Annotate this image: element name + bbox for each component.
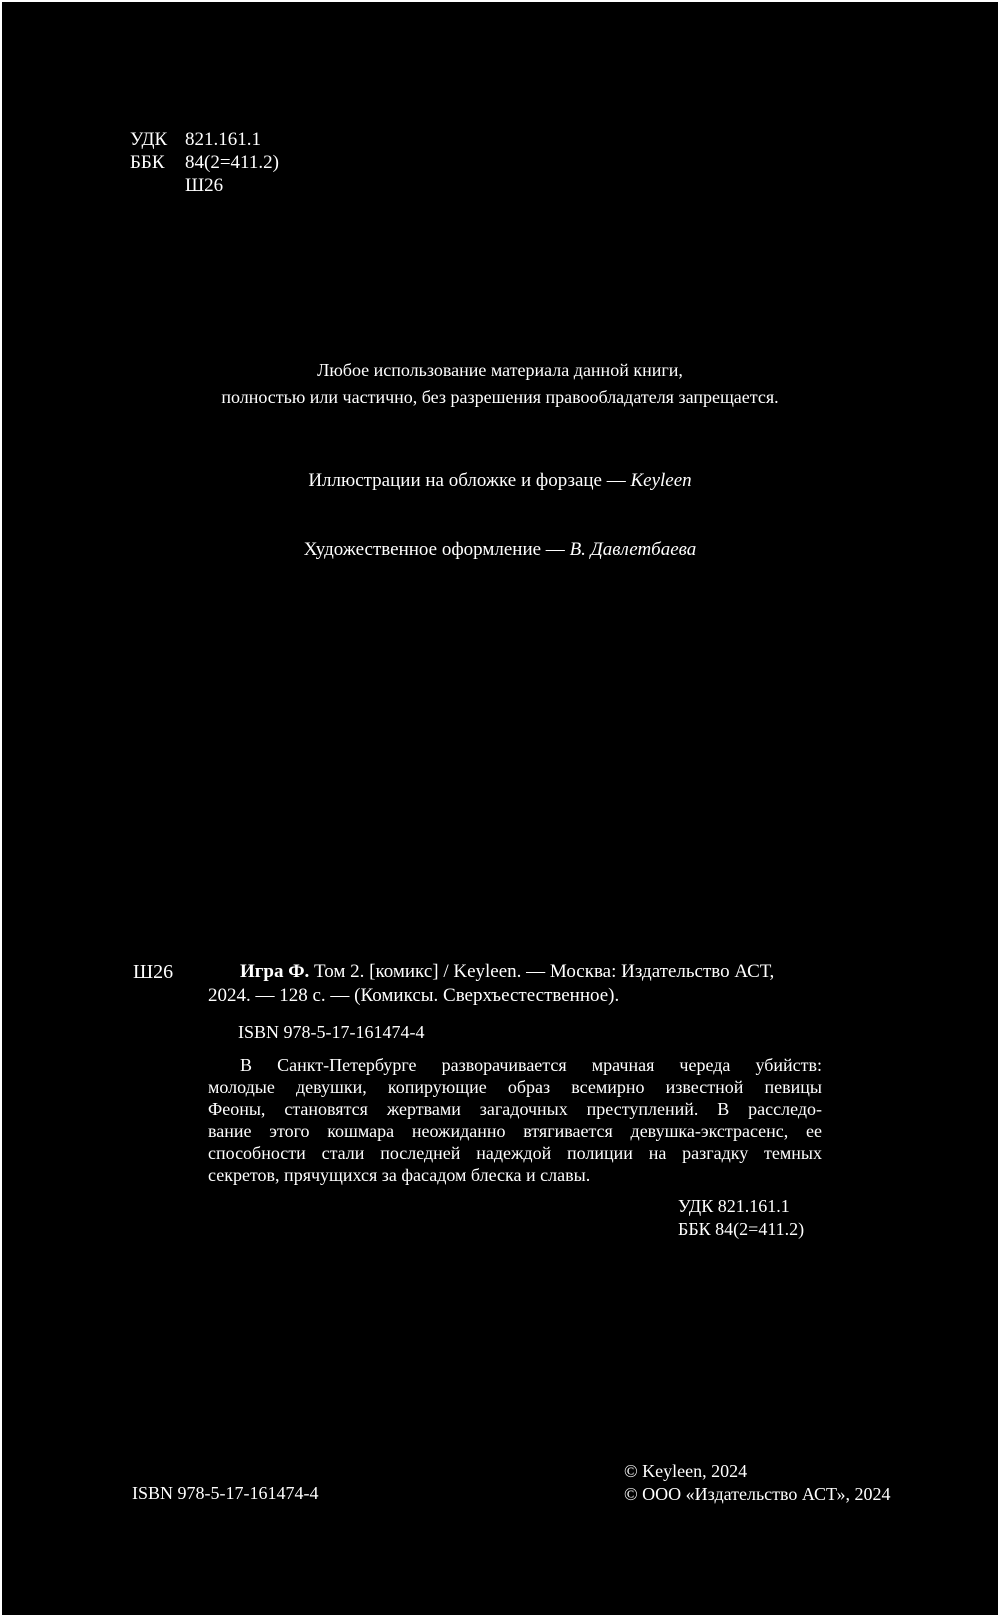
catalog-udk: УДК 821.161.1 [678,1196,790,1216]
annotation-line: способности стали последней надеждой полиции на разгадку темных [208,1143,822,1163]
bibliographic-record [208,960,822,1008]
catalog-author-code: Ш26 [133,961,174,983]
design-label: Художественное оформление — [303,539,570,560]
annotation-line: вание этого кошмара неожиданно втягивается девушка-экстрасенс, ее [208,1121,822,1141]
annotation-line: секретов, прячущихся за фасадом блеска и славы. [208,1165,591,1185]
notice-line-1: Любое использование материала данной книги, [317,360,683,380]
udk-value: 821.161.1 [185,129,261,150]
bbk-label: ББК [130,152,165,173]
design-name: В. Давлетбаева [569,539,697,560]
book-title: Игра Ф. [240,961,310,982]
illustrations-name: Keyleen [630,470,692,491]
design-credit [0,538,1000,562]
annotation-line: В Санкт-Петербурге разворачивается мрачная череда убийств: [240,1055,822,1075]
author-code-row [130,174,223,198]
imprint-page [2,2,998,1615]
description-line-2: 2024. — 128 с. — (Комиксы. Сверхъестественное). [208,985,620,1006]
illustrations-label: Иллюстрации на обложке и форзаце — [308,470,631,491]
annotation-line: Феоны, становятся жертвами загадочных преступлений. В расследо- [208,1099,822,1119]
footer-isbn: ISBN 978-5-17-161474-4 [132,1483,319,1503]
bbk-row [130,151,279,175]
catalog-bbk: ББК 84(2=411.2) [678,1219,805,1239]
annotation [208,1054,822,1186]
description-line-1: Том 2. [комикс] / Keyleen. — Москва: Издательство АСТ, [309,961,775,982]
udk-row [130,128,261,152]
copyright-publisher: © ООО «Издательство АСТ», 2024 [624,1484,891,1504]
copyright-author: © Keyleen, 2024 [624,1461,748,1481]
author-code: Ш26 [185,175,224,196]
bbk-value: 84(2=411.2) [185,152,279,173]
illustrations-credit [0,469,1000,493]
catalog-isbn: ISBN 978-5-17-161474-4 [238,1022,425,1042]
notice-line-2: полностью или частично, без разрешения правообладателя запрещается. [221,387,779,407]
annotation-line: молодые девушки, копирующие образ всемирно известной певицы [208,1077,822,1097]
udk-label: УДК [130,129,168,150]
